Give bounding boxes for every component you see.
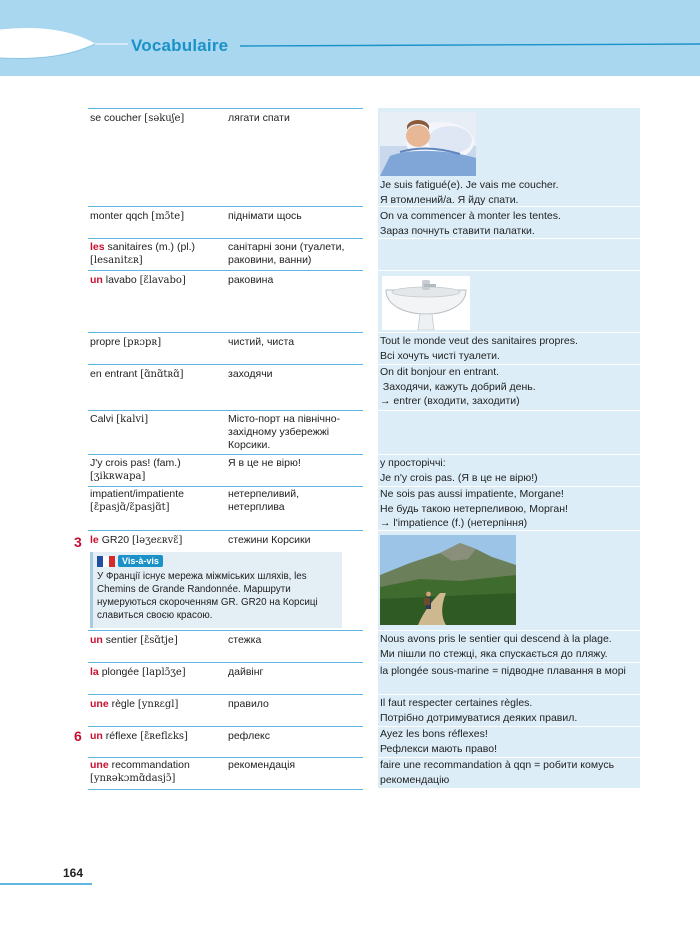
- translation: правило: [228, 698, 269, 710]
- vocab-row: [88, 333, 363, 365]
- page-title: Vocabulaire: [131, 36, 229, 55]
- example-divider: [378, 410, 640, 411]
- example-divider: [378, 332, 640, 333]
- translation: раковина: [228, 274, 274, 286]
- vocab-row: [88, 108, 363, 207]
- example-uk: Потрібно дотримуватися деяких правил.: [380, 711, 578, 724]
- example-uk: Заходячи, кажуть добрий день.: [380, 380, 536, 393]
- example-divider: [378, 662, 640, 663]
- vis-a-vis-text: У Франції існує мережа міжміських шляхів, les Chemins de Grande Randonnée. Маршрути нумеруються скороченням GR. GR20 на Корсиці славиться своєю красою.: [97, 571, 318, 621]
- example-uk: Не будь такою нетерпеливою, Морган!: [380, 502, 568, 515]
- example-divider: [378, 694, 640, 695]
- exercise-number: 3: [74, 534, 82, 550]
- example-divider: [378, 630, 640, 631]
- example-fr: Il faut respecter certaines règles.: [380, 697, 533, 709]
- french-term: Calvi [kalvi]: [90, 413, 149, 425]
- example-note: → l'impatience (f.) (нетерпіння): [380, 517, 528, 529]
- wave-decoration: [0, 0, 700, 76]
- example-text: [380, 487, 638, 531]
- vocab-row: [88, 455, 363, 487]
- french-term: une recommandation [ynʀəkɔmɑ̃dasjɔ̃]: [90, 759, 190, 784]
- vocab-row: [88, 695, 363, 727]
- translation: рефлекс: [228, 730, 271, 742]
- french-term: se coucher [səkuʃe]: [90, 112, 185, 124]
- french-term: un sentier [ɛ̃sɑ̃tje]: [90, 634, 178, 646]
- example-text: [380, 664, 638, 679]
- example-fr: Ne sois pas aussi impatiente, Morgane!: [380, 488, 564, 500]
- translation: нетерпеливий, нетерплива: [228, 488, 300, 513]
- example-divider: [378, 238, 640, 239]
- translation: стежини Корсики: [228, 534, 311, 546]
- vocab-row: [88, 365, 363, 411]
- translation: санітарні зони (туалети, раковини, ванни): [228, 241, 345, 266]
- example-text: [380, 365, 638, 409]
- translation: стежка: [228, 634, 262, 646]
- french-term: propre [pʀɔpʀ]: [90, 336, 162, 348]
- exercise-number: 6: [74, 728, 82, 744]
- translation: чистий, чиста: [228, 336, 295, 348]
- example-uk: Я втомлений/а. Я йду спати.: [380, 193, 519, 206]
- example-fr: On va commencer à monter les tentes.: [380, 210, 561, 222]
- example-uk: Всі хочуть чисті туалети.: [380, 349, 500, 362]
- example-fr: Je suis fatigué(e). Je vais me coucher.: [380, 179, 559, 191]
- translation: Я в це не вірю!: [228, 457, 301, 469]
- example-fr: faire une recommandation à qqn = робити комусь рекомендацію: [380, 759, 615, 786]
- french-term: J'y crois pas! (fam.) [ʒikʀwapa]: [90, 457, 181, 482]
- example-fr: у просторіччі:: [380, 457, 446, 469]
- french-term: impatient/impatiente [ɛ̃pasjɑ̃/ɛ̃pasjɑ̃t]: [90, 488, 184, 513]
- vocab-row: [88, 207, 363, 239]
- example-fr: Ayez les bons réflexes!: [380, 728, 488, 740]
- french-term: les sanitaires (m.) (pl.) [lesanitɛʀ]: [90, 241, 196, 266]
- example-fr: On dit bonjour en entrant.: [380, 366, 500, 378]
- vocab-row: [88, 758, 363, 790]
- example-text: [380, 727, 638, 756]
- header-banner: [0, 0, 700, 76]
- french-term: en entrant [ɑ̃nɑ̃tʀɑ̃]: [90, 368, 184, 380]
- example-text: [380, 632, 638, 661]
- example-uk: Ми пішли по стежці, яка спускається до пляжу.: [380, 647, 608, 660]
- translation: піднімати щось: [228, 210, 302, 222]
- example-fr: Nous avons pris le sentier qui descend à la plage.: [380, 633, 612, 645]
- example-uk: Зараз почнуть ставити палатки.: [380, 224, 535, 237]
- vocab-row: [88, 631, 363, 663]
- translation: дайвінг: [228, 666, 264, 678]
- example-text: [380, 456, 638, 485]
- french-term: le GR20 [ləʒeɛʀvɛ̃]: [90, 534, 183, 546]
- example-text: [380, 209, 638, 238]
- vocab-row: [88, 271, 363, 333]
- example-divider: [378, 270, 640, 271]
- example-fr: la plongée sous-marine = підводне плавання в морі: [380, 665, 626, 677]
- french-term: une règle [ynʀɛgl]: [90, 698, 179, 710]
- vocab-row: [88, 411, 363, 455]
- translation: рекомендація: [228, 759, 296, 771]
- vis-a-vis-label: Vis-à-vis: [118, 555, 163, 567]
- page-number: 164: [63, 866, 84, 880]
- translation: заходячи: [228, 368, 273, 380]
- french-term: un réflexe [ɛ̃ʀeflɛks]: [90, 730, 188, 742]
- french-term: un lavabo [ɛ̃lavabo]: [90, 274, 186, 286]
- hiker-mountain-photo: [380, 535, 516, 625]
- example-uk: Рефлекси мають право!: [380, 742, 497, 755]
- example-note: → entrer (входити, заходити): [380, 395, 520, 407]
- vis-a-vis-box: [90, 552, 342, 628]
- vocab-row: [88, 487, 363, 531]
- translation: лягати спати: [228, 112, 290, 124]
- vocab-row: [88, 239, 363, 271]
- example-text: [380, 334, 638, 363]
- vocab-row: [88, 663, 363, 695]
- example-text: [380, 178, 638, 207]
- example-text: [380, 758, 638, 787]
- washbasin-photo: [382, 276, 470, 330]
- example-fr: Tout le monde veut des sanitaires propres.: [380, 335, 578, 347]
- vocab-row: [88, 727, 363, 758]
- french-flag-icon: [97, 556, 115, 567]
- translation: Місто-порт на північно-західному узбережжі Корсики.: [228, 413, 341, 451]
- example-text: [380, 696, 638, 725]
- french-term: monter qqch [mɔ̃te]: [90, 210, 185, 222]
- sleeping-person-photo: [380, 112, 476, 176]
- example-divider: [378, 454, 640, 455]
- french-term: la plongée [laplɔ̃ʒe]: [90, 666, 186, 678]
- page-number-rule: [0, 883, 92, 885]
- example-uk: Je n'y crois pas. (Я в це не вірю!): [380, 471, 538, 484]
- vis-a-vis-header: [97, 555, 163, 567]
